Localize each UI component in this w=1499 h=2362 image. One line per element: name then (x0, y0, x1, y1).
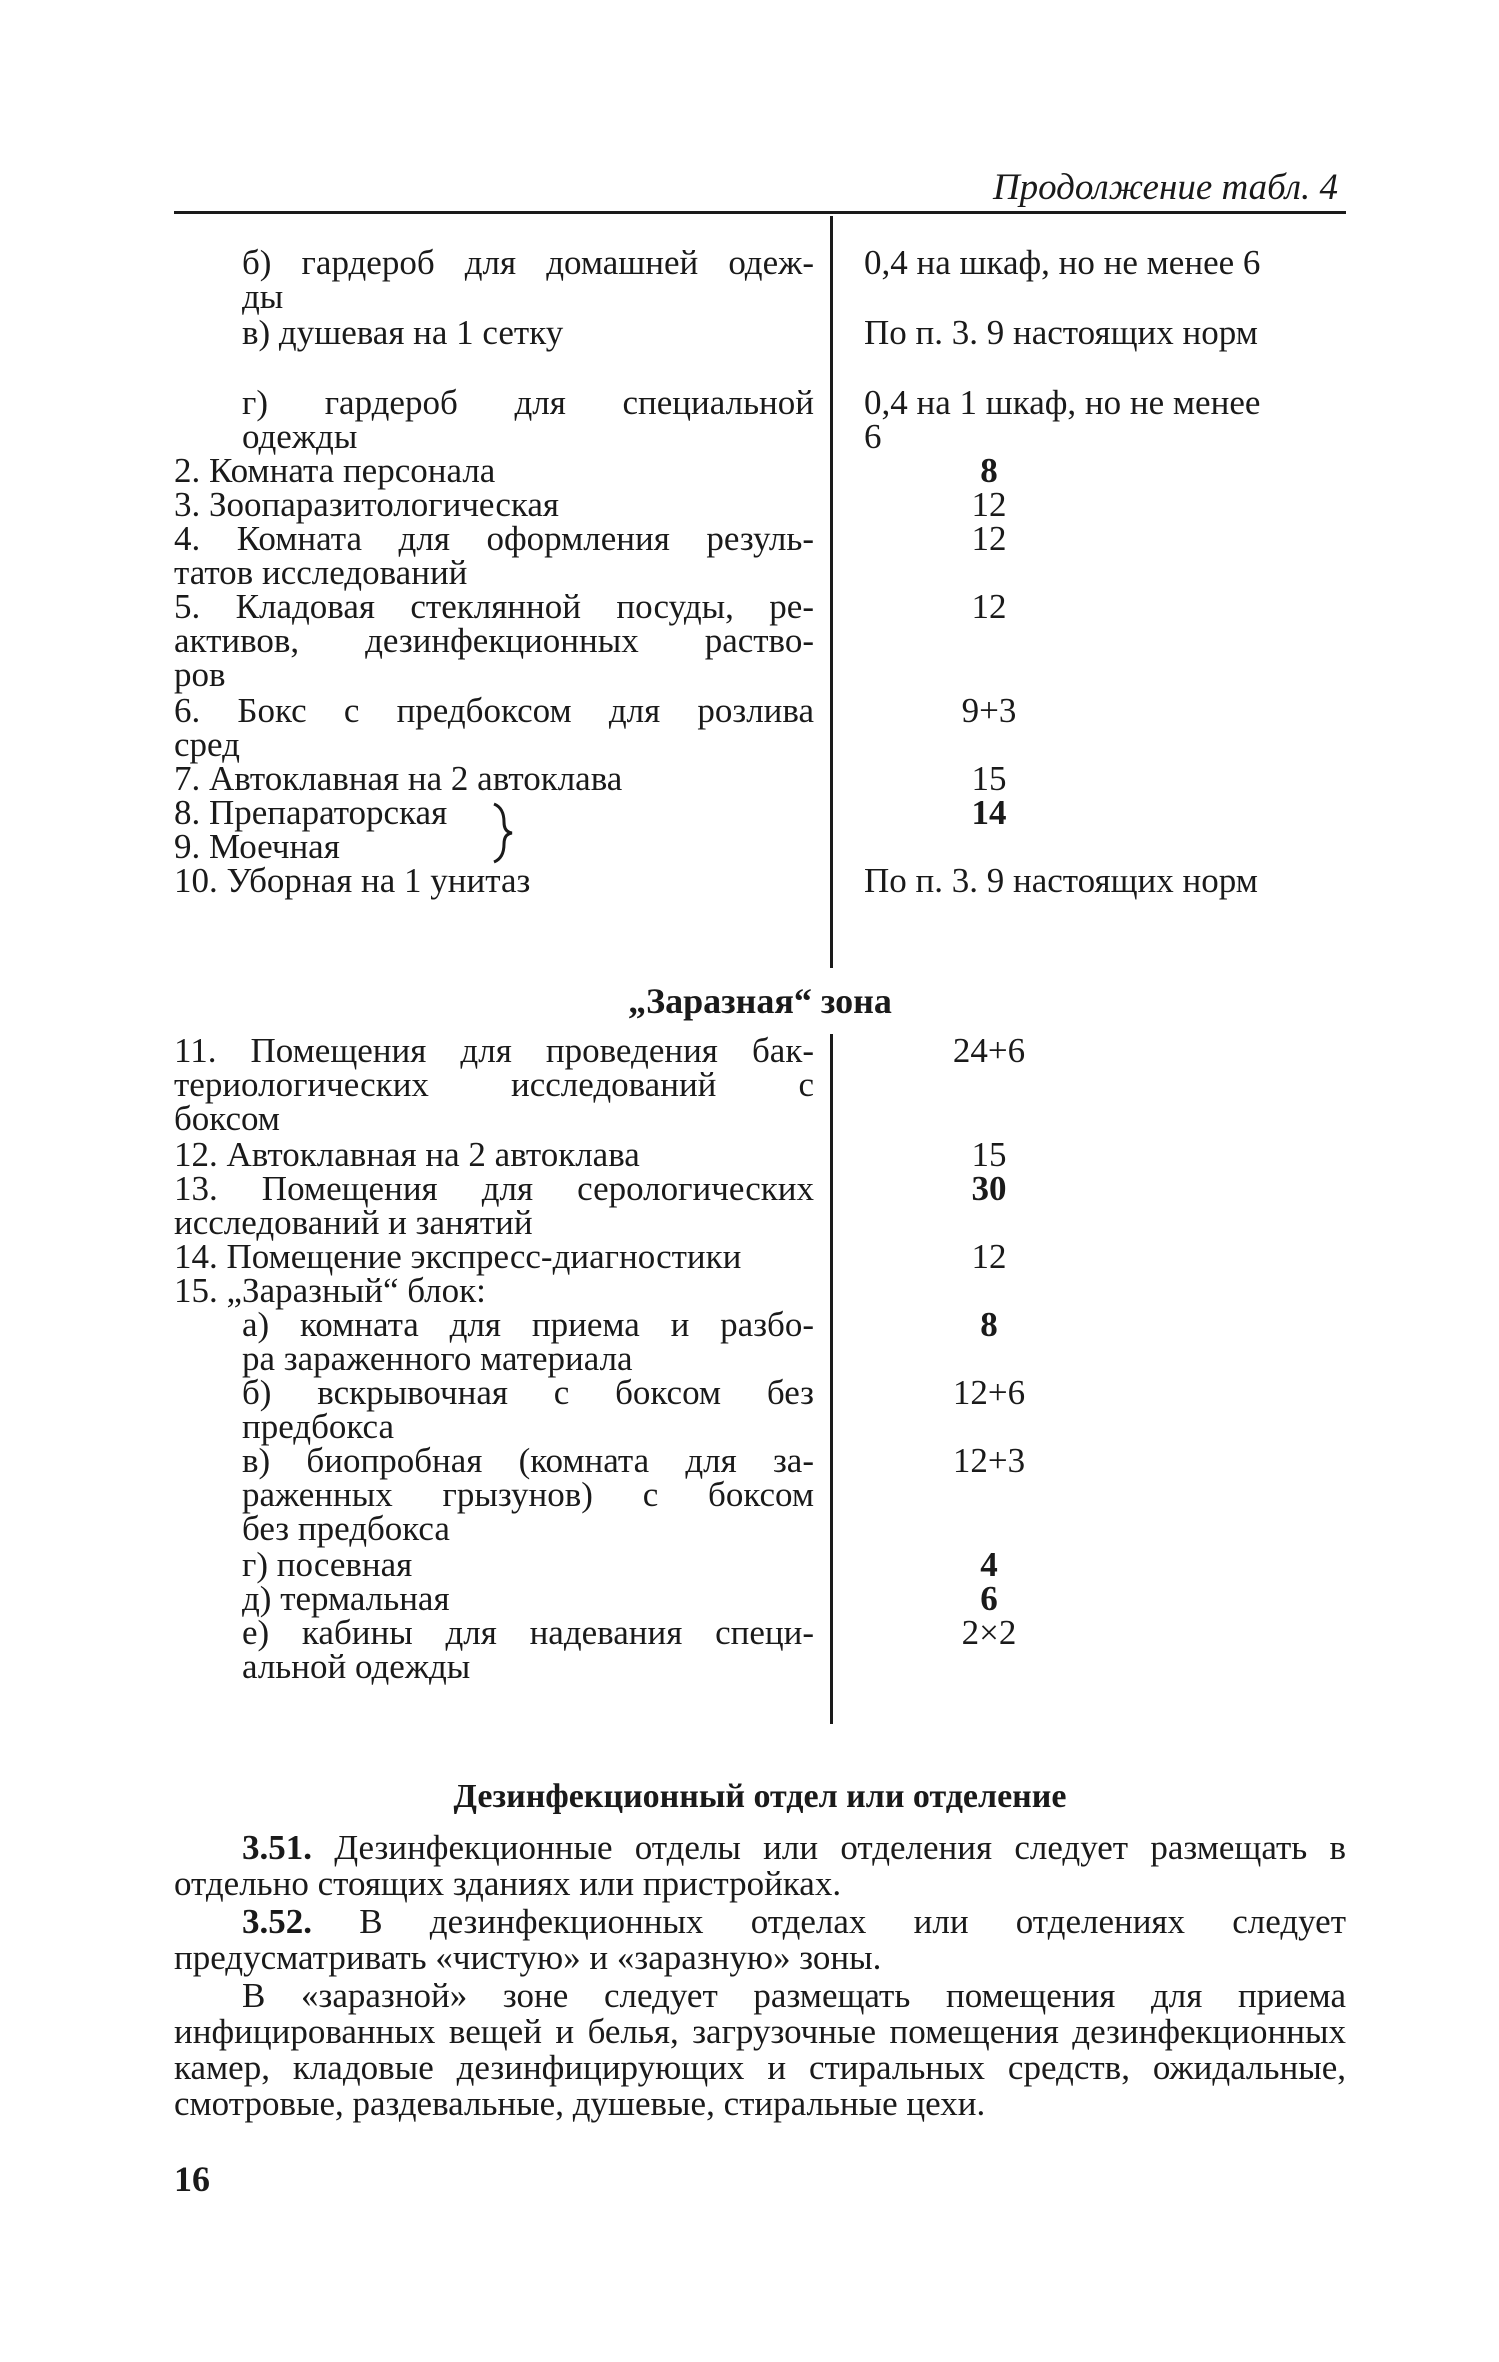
row-label: в) душевая на 1 сетку (242, 313, 564, 352)
paragraph-contaminated-zone: В «заразной» зоне следует размещать помещения для приема инфицированных вещей и белья, загрузочные помещения дезинфекционных камер, кладовые дезинфицирующих и стиральных средств, ожидальные, смотровые, раздевальные, душевые, стиральные цехи. (174, 1976, 1346, 2123)
row-value: 12 (971, 485, 1007, 524)
row-value: 15 (971, 759, 1007, 798)
row-value: 12 (971, 587, 1007, 626)
row-label: 15. „Заразный“ блок: (174, 1271, 486, 1310)
zone-title: „Заразная“ зона (628, 981, 892, 1021)
row-label: 7. Автоклавная на 2 автоклава (174, 759, 623, 798)
row-value: 12+3 (952, 1441, 1026, 1480)
row-label: г) гардероб для специальной одежды (242, 383, 814, 456)
row-label: 11. Помещения для проведения бак- териологических исследований с боксом (174, 1031, 814, 1138)
row-label: г) посевная (242, 1545, 413, 1584)
row-label: д) термальная (242, 1579, 450, 1618)
row-value: 4 (980, 1545, 998, 1584)
paragraph-3-51: 3.51. Дезинфекционные отделы или отделения следует размещать в отдельно стоящих зданиях или пристройках. (174, 1828, 1346, 1903)
row-label: 6. Бокс с предбоксом для розлива сред (174, 691, 814, 764)
row-label: 13. Помещения для серологических исследований и занятий (174, 1169, 814, 1242)
page-number: 16 (174, 2159, 210, 2199)
row-label: б) вскрывочная с боксом без предбокса (242, 1373, 814, 1446)
section-title: Дезинфекционный отдел или отделение (453, 1778, 1067, 1815)
table-top (174, 216, 1346, 968)
row-label: 9. Моечная (174, 827, 340, 866)
row-label: 10. Уборная на 1 унитаз (174, 861, 531, 900)
row-value: 14 (971, 793, 1007, 832)
row-label: 14. Помещение экспресс-диагностики (174, 1237, 742, 1276)
table-continuation-header: Продолжение табл. 4 (992, 167, 1338, 208)
row-label: 3. Зоопаразитологическая (174, 485, 559, 524)
table-bottom (174, 1031, 1346, 1724)
row-label: в) биопробная (комната для за- раженных грызунов) с боксом без предбокса (242, 1441, 814, 1548)
row-label: 2. Комната персонала (174, 451, 496, 490)
row-value: 12 (971, 519, 1007, 558)
row-value: По п. 3. 9 настоящих норм (864, 861, 1258, 900)
row-value: По п. 3. 9 настоящих норм (864, 313, 1258, 352)
row-value: 0,4 на шкаф, но не менее 6 (864, 243, 1261, 282)
row-value: 8 (980, 451, 998, 490)
row-value: 9+3 (961, 691, 1017, 730)
row-value: 12+6 (952, 1373, 1026, 1412)
row-value: 15 (971, 1135, 1007, 1174)
row-label: б) гардероб для домашней одеж- ды (242, 243, 814, 316)
header-rule (174, 211, 1346, 214)
row-label: 12. Автоклавная на 2 автоклава (174, 1135, 640, 1174)
row-label: а) комната для приема и разбо- ра зараженного материала (242, 1305, 814, 1378)
row-label: е) кабины для надевания специ- альной одежды (242, 1613, 814, 1686)
row-label: 8. Препараторская (174, 793, 448, 832)
paragraph-3-52: 3.52. В дезинфекционных отделах или отделениях следует предусматривать «чистую» и «заразную» зоны. (174, 1902, 1346, 1977)
row-value: 2×2 (961, 1613, 1017, 1652)
row-value: 24+6 (952, 1031, 1026, 1070)
row-value: 30 (971, 1169, 1007, 1208)
row-value: 6 (980, 1579, 998, 1618)
row-value: 0,4 на 1 шкаф, но не менее 6 (864, 383, 1261, 456)
row-value: 12 (971, 1237, 1007, 1276)
row-value: 8 (980, 1305, 998, 1344)
row-label: 5. Кладовая стеклянной посуды, ре- активов, дезинфекционных раство- ров (174, 587, 814, 694)
row-label: 4. Комната для оформления резуль- татов исследований (174, 519, 814, 592)
